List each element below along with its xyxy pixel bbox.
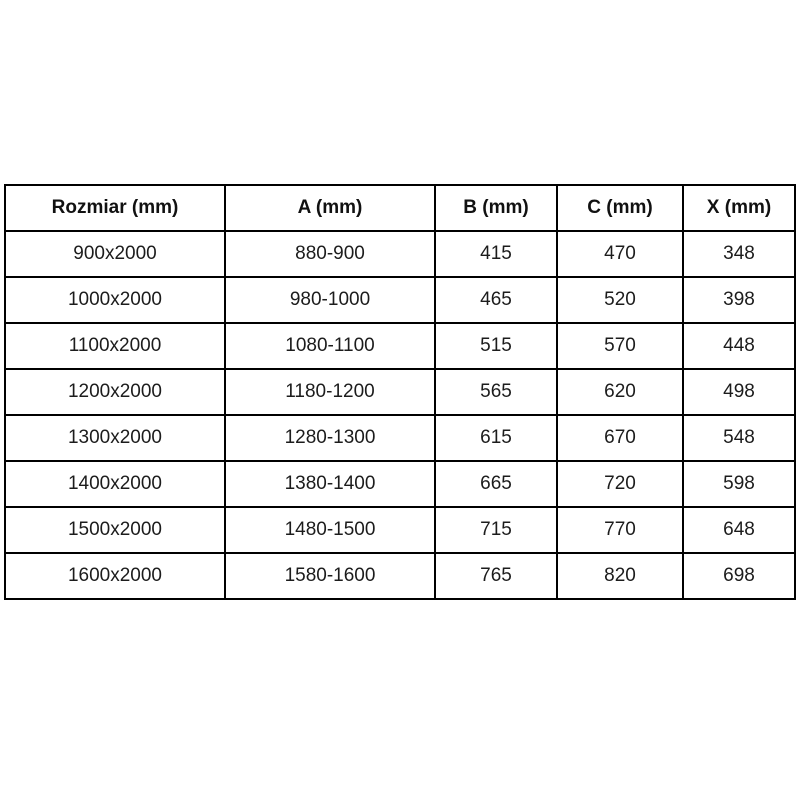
table-row	[5, 415, 795, 461]
table-cell: 1500x2000	[5, 507, 225, 553]
table-row	[5, 461, 795, 507]
table-cell: 615	[435, 415, 557, 461]
column-header: C (mm)	[557, 185, 683, 231]
table-cell: 698	[683, 553, 795, 599]
table-cell: 548	[683, 415, 795, 461]
table-cell: 570	[557, 323, 683, 369]
table-cell: 820	[557, 553, 683, 599]
table-row	[5, 277, 795, 323]
table-body	[5, 231, 795, 599]
table-cell: 470	[557, 231, 683, 277]
table-row	[5, 553, 795, 599]
table-cell: 598	[683, 461, 795, 507]
table-cell: 1180-1200	[225, 369, 435, 415]
table-cell: 565	[435, 369, 557, 415]
table-cell: 1580-1600	[225, 553, 435, 599]
size-table	[4, 184, 796, 600]
table-row	[5, 231, 795, 277]
table-cell: 1380-1400	[225, 461, 435, 507]
table-row	[5, 369, 795, 415]
table-cell: 720	[557, 461, 683, 507]
table-cell: 665	[435, 461, 557, 507]
column-header: B (mm)	[435, 185, 557, 231]
table-cell: 1200x2000	[5, 369, 225, 415]
table-cell: 648	[683, 507, 795, 553]
header-row	[5, 185, 795, 231]
column-header: Rozmiar (mm)	[5, 185, 225, 231]
table-cell: 498	[683, 369, 795, 415]
table-row	[5, 507, 795, 553]
table-cell: 1600x2000	[5, 553, 225, 599]
table-cell: 1000x2000	[5, 277, 225, 323]
table-cell: 715	[435, 507, 557, 553]
table-cell: 398	[683, 277, 795, 323]
table-cell: 1280-1300	[225, 415, 435, 461]
table-cell: 620	[557, 369, 683, 415]
table-cell: 765	[435, 553, 557, 599]
column-header: A (mm)	[225, 185, 435, 231]
table-cell: 900x2000	[5, 231, 225, 277]
table-cell: 1480-1500	[225, 507, 435, 553]
table-cell: 1400x2000	[5, 461, 225, 507]
table-cell: 348	[683, 231, 795, 277]
table-cell: 465	[435, 277, 557, 323]
table-cell: 448	[683, 323, 795, 369]
table-cell: 1300x2000	[5, 415, 225, 461]
table-cell: 770	[557, 507, 683, 553]
table-cell: 670	[557, 415, 683, 461]
table-row	[5, 323, 795, 369]
table-cell: 880-900	[225, 231, 435, 277]
column-header: X (mm)	[683, 185, 795, 231]
table-cell: 515	[435, 323, 557, 369]
table-cell: 980-1000	[225, 277, 435, 323]
table-cell: 1080-1100	[225, 323, 435, 369]
table-cell: 1100x2000	[5, 323, 225, 369]
table-cell: 520	[557, 277, 683, 323]
table-cell: 415	[435, 231, 557, 277]
